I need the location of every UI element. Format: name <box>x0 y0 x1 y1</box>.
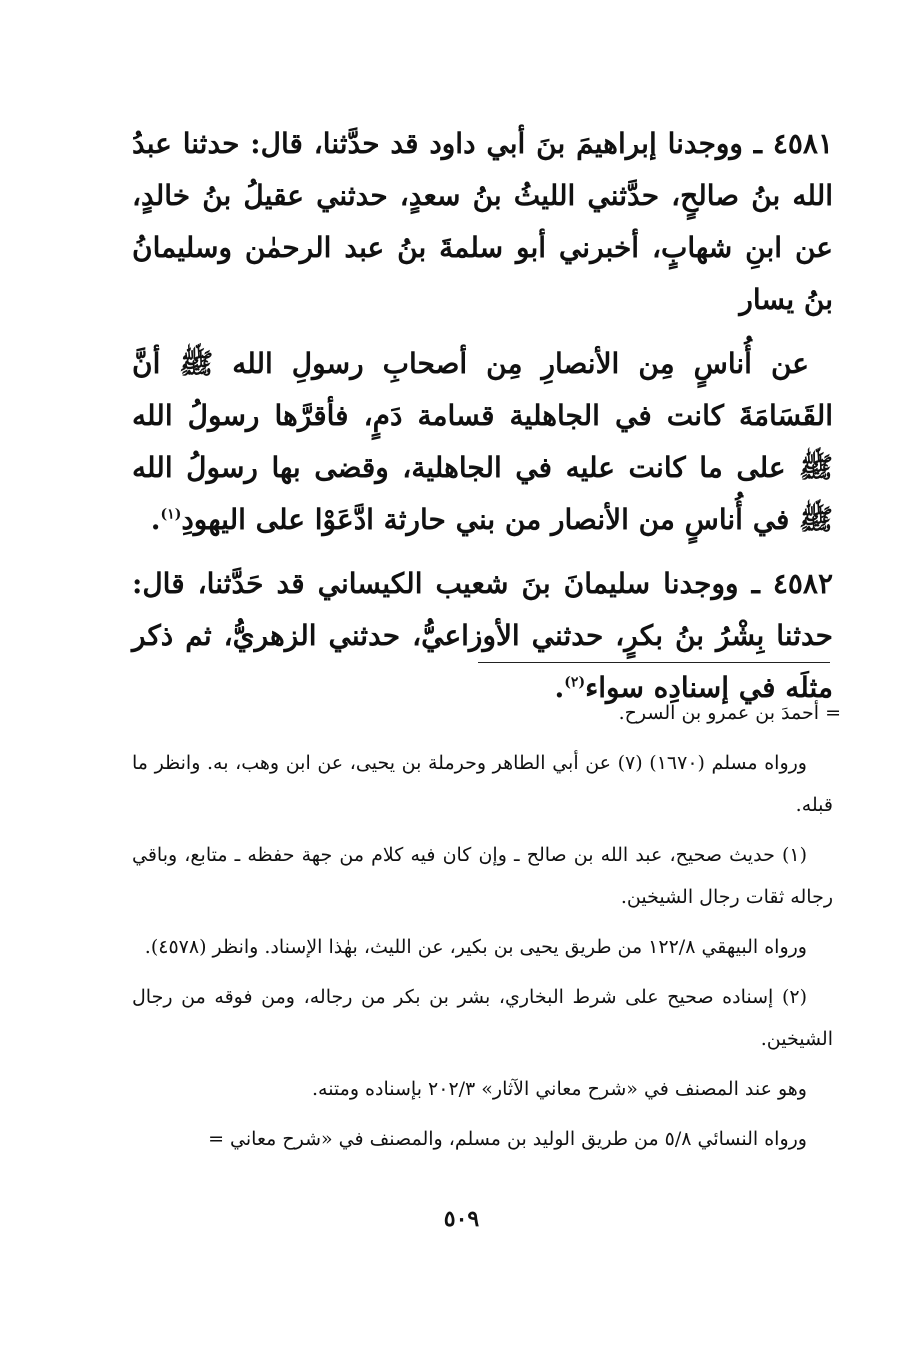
hadith-4581-continuation <box>132 338 833 546</box>
main-text <box>132 118 833 726</box>
hadith-4581-paragraph <box>132 118 833 326</box>
hadith-text: ـ ووجدنا إبراهيمَ بنَ أبي داود قد حدَّثنا، قال: حدثنا عبدُ الله بنُ صالحٍ، حدَّثني الليثُ بنُ سعدٍ، حدثني عقيلُ بنُ خالدٍ، عن ابنِ شهابٍ، أخبرني أبو سلمةَ بنُ عبد الرحمٰن وسليمانُ بنُ يسار <box>132 127 833 316</box>
footnote-marker: (٢) <box>564 674 586 691</box>
footnote-separator <box>478 662 830 663</box>
hadith-text: عن أُناسٍ مِن الأنصارِ مِن أصحابِ رسولِ الله ﷺ أنَّ القَسَامَةَ كانت في الجاهلية قسامة دَمٍ، فأقرَّها رسولُ الله ﷺ على ما كانت عليه في الجاهلية، وقضى بها رسولُ الله ﷺ في أُناسٍ من الأنصار من بني حارثة ادَّعَوْا على اليهودِ <box>132 347 833 536</box>
footnote-marker: (١) <box>160 506 182 523</box>
footnote-line: ورواه النسائي ٥/٨ من طريق الوليد بن مسلم، والمصنف في «شرح معاني = <box>208 1128 807 1150</box>
sentence-end: . <box>150 503 161 536</box>
hadith-4582-paragraph <box>132 558 833 714</box>
hadith-number: ٤٥٨١ <box>772 127 833 160</box>
hadith-number: ٤٥٨٢ <box>772 567 833 600</box>
footnote-1: (١) حديث صحيح، عبد الله بن صالح ـ وإن كان فيه كلام من جهة حفظه ـ متابع، وباقي رجاله ثقات رجال الشيخين. <box>132 844 833 908</box>
sentence-end: . <box>554 671 565 704</box>
hadith-text: ـ ووجدنا سليمانَ بنَ شعيب الكيساني قد حَدَّثنا، قال: حدثنا بِشْرُ بنُ بكرٍ، حدثني الأوزاعيُّ، حدثني الزهريُّ، ثم ذكر مثلَه في إسنادِه سواء <box>132 567 833 704</box>
footnote-2: (٢) إسناده صحيح على شرط البخاري، بشر بن بكر من رجاله، ومن فوقه من رجال الشيخين. <box>132 986 833 1050</box>
footnote-line: وهو عند المصنف في «شرح معاني الآثار» ٢٠٢/٣ بإسناده ومتنه. <box>311 1078 807 1100</box>
footnote-line: ورواه مسلم (١٦٧٠) (٧) عن أبي الطاهر وحرملة بن يحيى، عن ابن وهب، به. وانظر ما قبله. <box>132 752 833 816</box>
footnotes <box>132 692 841 1168</box>
page-number: ٥٠٩ <box>443 1206 480 1232</box>
footnote-continued: = أحمدَ بن عمرو بن السرح. <box>618 702 841 724</box>
footnote-line: ورواه البيهقي ١٢٢/٨ من طريق يحيى بن بكير، عن الليث، بهٰذا الإسناد. وانظر (٤٥٧٨). <box>144 936 807 958</box>
